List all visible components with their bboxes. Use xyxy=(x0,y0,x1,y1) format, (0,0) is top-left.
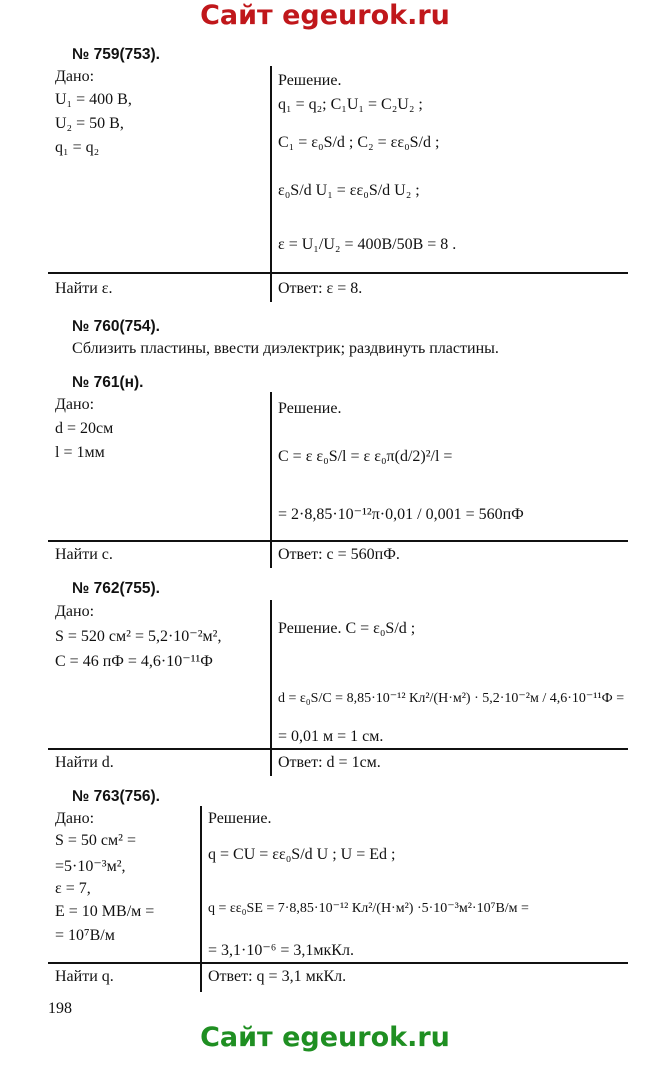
find-label: Найти d. xyxy=(55,754,114,771)
given-item: = 10⁷В/м xyxy=(55,927,115,944)
problem-763-title: № 763(756). xyxy=(72,788,160,805)
given-item: S = 50 см² = xyxy=(55,832,136,849)
solution-line: q = CU = εε₀S/d U ; U = Ed ; xyxy=(208,846,396,863)
problem-760-text: Сблизить пластины, ввести диэлектрик; раздвинуть пластины. xyxy=(72,340,499,357)
solution-line: = 0,01 м = 1 см. xyxy=(278,728,384,745)
table-rule xyxy=(48,962,628,964)
solution-line: ε = U₁/U₂ = 400B/50B = 8 . xyxy=(278,236,457,253)
given-item: q₁ = q₂ xyxy=(55,139,100,156)
given-item: S = 520 см² = 5,2·10⁻²м², xyxy=(55,628,222,645)
given-item: U₁ = 400 В, xyxy=(55,91,132,108)
answer: Ответ: d = 1см. xyxy=(278,754,381,771)
table-divider xyxy=(270,392,272,568)
table-rule xyxy=(48,540,628,542)
given-item: U₂ = 50 В, xyxy=(55,115,124,132)
problem-761-title: № 761(н). xyxy=(72,374,144,391)
table-rule xyxy=(48,272,628,274)
solution-line: Решение. C = ε₀S/d ; xyxy=(278,620,416,637)
find-label: Найти q. xyxy=(55,968,114,985)
page-number: 198 xyxy=(48,1000,72,1017)
given-item: =5·10⁻³м², xyxy=(55,858,126,875)
table-divider xyxy=(270,600,272,776)
given-item: ε = 7, xyxy=(55,880,91,897)
solution-line: d = ε₀S/C = 8,85·10⁻¹² Кл²/(Н·м²) · 5,2·10⁻²м / 4,6·10⁻¹¹Ф = xyxy=(278,691,625,706)
solution-line: = 3,1·10⁻⁶ = 3,1мкКл. xyxy=(208,942,354,959)
answer: Ответ: ε = 8. xyxy=(278,280,363,297)
problem-762-title: № 762(755). xyxy=(72,580,160,597)
answer: Ответ: с = 560пФ. xyxy=(278,546,400,563)
given-label: Дано: xyxy=(55,603,95,620)
given-item: d = 20см xyxy=(55,420,114,437)
problem-760-title: № 760(754). xyxy=(72,318,160,335)
site-watermark-top: Сайт egeurok.ru xyxy=(200,0,450,31)
given-item: l = 1мм xyxy=(55,444,105,461)
table-divider xyxy=(200,806,202,992)
problem-759-title: № 759(753). xyxy=(72,46,160,63)
find-label: Найти ε. xyxy=(55,280,113,297)
solution-line: q₁ = q₂; C₁U₁ = C₂U₂ ; xyxy=(278,96,423,113)
table-rule xyxy=(48,748,628,750)
solution-line: q = εε₀SE = 7·8,85·10⁻¹² Кл²/(Н·м²) ·5·10⁻³м²·10⁷В/м = xyxy=(208,901,529,916)
given-item: E = 10 МВ/м = xyxy=(55,903,155,920)
given-label: Дано: xyxy=(55,396,95,413)
answer: Ответ: q = 3,1 мкКл. xyxy=(208,968,347,985)
solution-line: C₁ = ε₀S/d ; C₂ = εε₀S/d ; xyxy=(278,134,440,151)
solution-label: Решение. xyxy=(278,400,342,417)
given-label: Дано: xyxy=(55,68,95,85)
find-label: Найти с. xyxy=(55,546,113,563)
solution-label: Решение. xyxy=(278,72,342,89)
solution-line: C = ε ε₀S/l = ε ε₀π(d/2)²/l = xyxy=(278,448,453,465)
solution-line: = 2·8,85·10⁻¹²π·0,01 / 0,001 = 560пФ xyxy=(278,506,524,523)
given-label: Дано: xyxy=(55,810,95,827)
table-divider xyxy=(270,66,272,302)
solution-line: ε₀S/d U₁ = εε₀S/d U₂ ; xyxy=(278,182,420,199)
site-watermark-bottom: Сайт egeurok.ru xyxy=(200,1022,450,1053)
solution-label: Решение. xyxy=(208,810,272,827)
given-item: C = 46 пФ = 4,6·10⁻¹¹Ф xyxy=(55,653,213,670)
